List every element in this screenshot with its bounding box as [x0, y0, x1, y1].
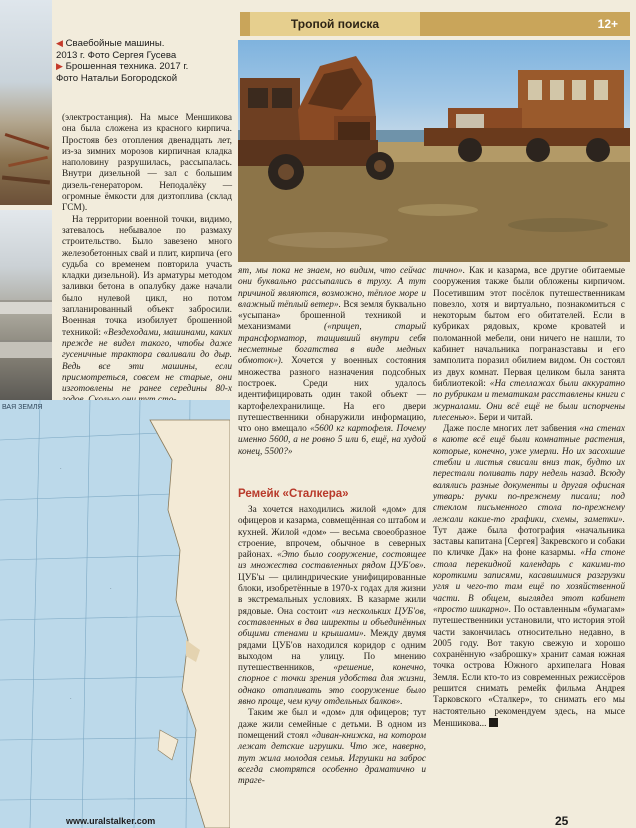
- col3-p1-text-2: Бери и читай.: [478, 412, 533, 423]
- col2-p2-text: За хочется находились жилой «дом» для офицеров и казарма, совмещённая со штабом и кухней. Жилой «дом» — весьма своеобразное строение, впрочем, обычное в северных районах.: [238, 505, 426, 561]
- col2-paragraph-2: [238, 505, 426, 708]
- col3-p1-text: Как и казарма, все другие обитаемые сооружения также были обложены кирпичом. Посетившим этот посёлок путешественникам повезло, хотя и виртуально, познакомиться с некоторым бытом его обитателей. Если в кубриках рядовых, кроме кроватей и поломанной мебели, они ничего не нашли, то кабинет начальника пограназставы и его замполита поразил обилием видом. Он состоял из двух комнат. Первая целиком была занята библиотекой:: [433, 266, 625, 389]
- article-column-2-bottom: [238, 505, 426, 787]
- col3-p2-quote: «на стенах в каюте всё ещё были комнатные растения, которые, конечно, уже умерли. Но их засохшие стебли и листья свисали вниз так, будто их перестали поливать пару недель назад. Всюду валялись разные документы и другая офисная утварь: ручки по-прежнему писали; под стеклом письменного стола по-прежнему лежали какие-то графики, схемы, заметки».: [433, 424, 625, 525]
- svg-text:·: ·: [70, 696, 72, 702]
- col2-paragraph-3: [238, 708, 426, 787]
- caption-line-1: Свaебойные машины.: [65, 38, 165, 49]
- caption-line-3: Брошенная техника. 2017 г.: [65, 61, 189, 72]
- article-column-1: [62, 113, 232, 407]
- article-column-2-top: [238, 266, 426, 458]
- svg-text:·: ·: [110, 586, 112, 592]
- left-photo-bottom: [0, 210, 52, 400]
- photo-caption: [56, 38, 228, 84]
- col2-p1-quote: ят, мы пока не знаем, но видим, что сейчас они буквально рассыпались в труху. А тут причиной являются, возможно, тёплое море и влажный тёплый ветер».: [238, 266, 426, 310]
- left-photo-top: [0, 0, 52, 205]
- svg-text:·: ·: [60, 466, 62, 472]
- section-title: Тропой поиска: [250, 12, 420, 36]
- map-label: ВАЯ ЗЕМЛЯ: [2, 404, 43, 411]
- col3-p2-text: Даже после многих лет забвения: [443, 424, 577, 435]
- col3-p2-quote-2: «На стоне стола перекидной календарь с какими-то короткими записями, касавшимися разгрузки угля и чего-то там ещё по хозяйственной части. В общем, выглядел этот кабинет «просто шикарно».: [433, 548, 625, 615]
- section-header: [240, 12, 630, 36]
- col2-p1-quote-3: «5600 кг картофеля. Почему именно 5600, а не ровно 5 или 6, ещё, на худой конец, 5500?»: [238, 424, 426, 457]
- col2-p2-quote-2: «из нескольких ЦУБ'ов, составленных в два ширекты и объединённых общими стенами и крышами».: [238, 606, 427, 640]
- col3-p2-text-2: Тут даже была фотография «начальника заставы капитана [Сергея] Закревского и собаки по кличке Дак» на фоне казармы.: [433, 525, 625, 559]
- col2-p3-quote: «диван-книжка, на котором лежат детские игрушки. Что же, наверно, тут жила молодая семья. Игрушки на заброс всегда смотрятся особенно драматично и траге-: [238, 730, 426, 787]
- age-rating: 12+: [597, 17, 618, 31]
- col2-p2-quote: «Это было сооружение, состоящее из множества составленных рядом ЦУБ'ов».: [238, 550, 426, 572]
- col2-p1-quote-2: («прицеп, старый трансформатор, тащивший внутри себя несметные богатства в виде медных обмоток»).: [238, 322, 426, 367]
- col2-p1-text-2: Хочется у военных состояния множества разного назначения подсобных построек. Среди них удалось идентифицировать один такой объект — картофелехранилище. На его двери путешественники обнаружили информацию, что оно вмещало: [238, 356, 426, 435]
- col1-p2-quote: «Вездеходами, машинами, каких прежде не видел такого, чтобы даже гусеничные трактора сваливали до дыр. Ведь все эти машины, если присмотреться, совсем не старые, они изготовлены не ранее середины 80-х: [62, 327, 232, 395]
- col3-p1-quote: тично».: [433, 266, 466, 276]
- col2-p1-text: Вся земля буквально «усыпана» брошенной техникой и механизмами: [238, 299, 426, 333]
- col2-p2-text-2: ЦУБ'ы — цилиндрические унифицированные блоки, изобретённые в 1970-х годах для жизни в экстремальных условиях. В казарме жили рядовые. Она состоит: [238, 572, 426, 617]
- topographic-map: [0, 400, 230, 828]
- website-url[interactable]: www.uralstalker.com: [66, 816, 156, 826]
- article-column-3: [433, 266, 625, 730]
- col1-paragraph-1: (электростанция). На мысе Меншикова она была сложена из красного кирпича. Простояв без отопления двенадцать лет, из-за зимних морозов кирпичная кладка наполовину разрушилась, рассыпалась. Внутри дизельной — зал с большим дизель-генератором. Неподалёку — огромные ёмкости для дизтоплива (склад ГСМ).: [62, 113, 232, 214]
- map-illustration: [0, 400, 230, 828]
- triangle-right-icon: ▶: [56, 61, 63, 71]
- col1-paragraph-2: [62, 215, 232, 407]
- col2-p2-text-3: Между двумя рядами ЦУБ'ов находился коридор с одним выходом на улицу. По мнению путешественников,: [238, 629, 426, 674]
- col3-paragraph-1: [433, 266, 625, 424]
- col3-p1-quote-2: «На стеллажах были аккуратно по рубрикам и тематикам расставлены книги с журналами. Они всё ещё не были испорчены плесенью».: [433, 378, 625, 423]
- triangle-left-icon: ◀: [56, 38, 63, 48]
- col2-p2-quote-3: «решение, конечно, спорное с точки зрения удобства для жизни, однако отапливать это сооружение было явно проще, чем кучу отдельных балков».: [238, 663, 426, 708]
- col1-p2-text: На территории военной точки, видимо, затевалось небывалое по размаху строительство. Было завезено много железобетонных свай и плит, кирпича (его судьба со временем повторила участь кладки дизельной). Из арматуры методом заливки бетона в опалубку даже начали было нулевой цикл, но потом запланированный объект забросили. Военная точка изобилует брошенной техникой:: [62, 214, 232, 338]
- caption-line-2: 2013 г. Фото Сергея Гусева: [56, 49, 177, 61]
- main-photo-abandoned-trucks: [238, 40, 630, 262]
- subheading-stalker-remake: Ремейк «Сталкера»: [238, 488, 349, 500]
- caption-line-4: Фото Натальи Богородской: [56, 72, 178, 84]
- end-of-article-icon: [489, 718, 498, 727]
- col3-paragraph-2: [433, 424, 625, 730]
- page-number: 25: [555, 814, 569, 828]
- trucks-illustration: [238, 40, 630, 262]
- col2-paragraph-1: [238, 266, 426, 458]
- col2-p3-text: Таким же был и «дом» для офицеров; тут даже жили семейные с детьми. В одном из помещений стоял: [238, 708, 426, 741]
- col3-p2-text-3: По оставленным «бумагам» путешественники установили, что история этой части закончилась относительно недавно, в 2005 году. Вот такую свежую и хорошо сохранённую «заброшку» хранит самая южная точка острова Южного архипелага Новая Земля. Если кто-то из современных режиссёров решится снимать ремейк фильма Андрея Тарковского «Сталкер», то снимать его мы настоятельно рекомендуем здесь, на мысе Меншикова...: [433, 604, 625, 729]
